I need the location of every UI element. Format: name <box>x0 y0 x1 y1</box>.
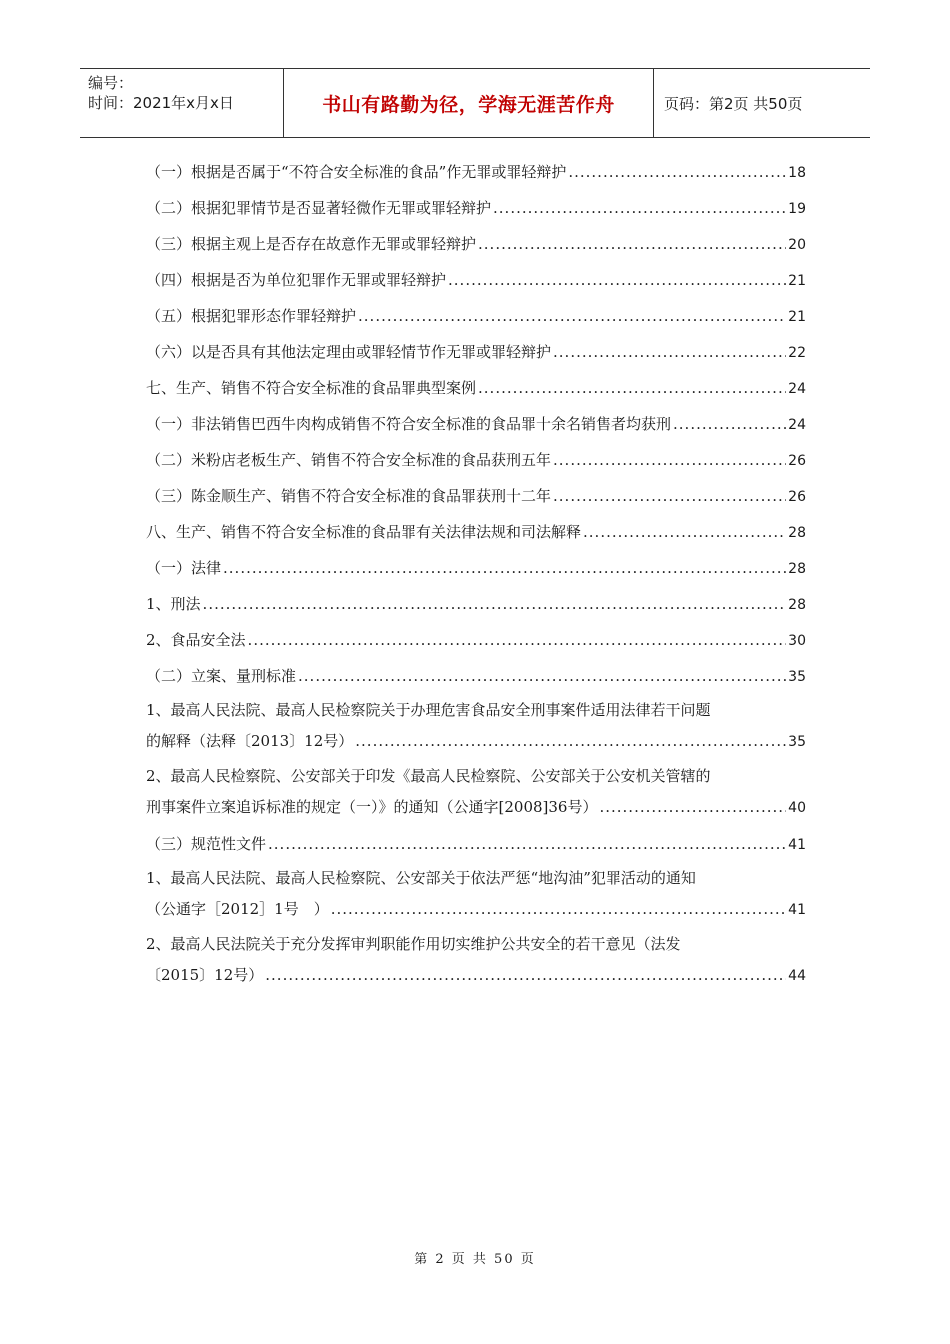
leader-dots <box>331 894 786 924</box>
toc-page-number: 44 <box>788 968 806 984</box>
toc-page-number: 40 <box>788 800 806 816</box>
toc-entry-text-line2: 〔2015〕12号） <box>146 966 264 984</box>
toc-page-number: 26 <box>788 489 806 505</box>
toc-entry[interactable] <box>146 406 806 442</box>
toc-entry-text-line1: 1、最高人民法院、最高人民检察院关于办理危害食品安全刑事案件适用法律若干问题 <box>146 701 711 719</box>
toc-entry-text: 八、生产、销售不符合安全标准的食品罪有关法律法规和司法解释 <box>146 523 582 541</box>
page-header <box>80 68 870 138</box>
toc-entry-text: 1、刑法 <box>146 595 201 613</box>
toc-entry[interactable] <box>146 190 806 226</box>
leader-dots <box>265 960 786 990</box>
toc-entry[interactable] <box>146 514 806 550</box>
toc-entry-line2 <box>146 960 806 990</box>
toc-page-number: 22 <box>788 345 806 361</box>
toc-entry-text: 2、食品安全法 <box>146 631 246 649</box>
leader-dots <box>493 190 786 226</box>
footer-page-number: 第 2 页 共 50 页 <box>414 1252 536 1267</box>
toc-entry-text: （一）非法销售巴西牛肉构成销售不符合安全标准的食品罪十余名销售者均获刑 <box>146 415 672 433</box>
toc-entry-text: （四）根据是否为单位犯罪作无罪或罪轻辩护 <box>146 271 447 289</box>
toc-entry-text-line2: （公通字［2012］1号 ） <box>146 900 329 918</box>
toc-entry-text: 七、生产、销售不符合安全标准的食品罪典型案例 <box>146 379 477 397</box>
toc-entry-text: （三）规范性文件 <box>146 835 267 853</box>
page-info-text: 页码：第2页 共50页 <box>664 94 803 113</box>
leader-dots <box>478 226 786 262</box>
header-page-info <box>654 69 870 137</box>
table-of-contents <box>146 154 806 994</box>
toc-entry-line2 <box>146 792 806 822</box>
toc-entry-multiline[interactable] <box>146 862 806 924</box>
leader-dots <box>583 514 786 550</box>
leader-dots <box>599 792 786 822</box>
toc-entry[interactable] <box>146 622 806 658</box>
toc-entry-line2 <box>146 894 806 924</box>
toc-entry[interactable] <box>146 298 806 334</box>
toc-entry[interactable] <box>146 442 806 478</box>
toc-entry-text: （五）根据犯罪形态作罪轻辩护 <box>146 307 357 325</box>
toc-entry-text-line2: 的解释（法释〔2013〕12号） <box>146 732 354 750</box>
leader-dots <box>553 478 786 514</box>
leader-dots <box>358 298 786 334</box>
document-number-label: 编号： <box>88 74 134 92</box>
toc-page-number: 28 <box>788 561 806 577</box>
toc-page-number: 30 <box>788 633 806 649</box>
toc-entry[interactable] <box>146 550 806 586</box>
toc-page-number: 19 <box>788 201 806 217</box>
toc-page-number: 28 <box>788 525 806 541</box>
toc-entry-text-line1: 2、最高人民检察院、公安部关于印发《最高人民检察院、公安部关于公安机关管辖的 <box>146 767 711 785</box>
toc-entry-text: （二）立案、量刑标准 <box>146 667 297 685</box>
leader-dots <box>248 622 787 658</box>
leader-dots <box>448 262 786 298</box>
page-footer <box>0 1248 950 1267</box>
toc-page-number: 18 <box>788 165 806 181</box>
leader-dots <box>478 370 786 406</box>
toc-entry-text-line1: 1、最高人民法院、最高人民检察院、公安部关于依法严惩“地沟油”犯罪活动的通知 <box>146 869 696 887</box>
toc-entry[interactable] <box>146 154 806 190</box>
toc-entry[interactable] <box>146 370 806 406</box>
toc-entry[interactable] <box>146 262 806 298</box>
toc-page-number: 24 <box>788 417 806 433</box>
leader-dots <box>553 334 786 370</box>
leader-dots <box>298 658 786 694</box>
toc-entry-text: （二）根据犯罪情节是否显著轻微作无罪或罪轻辩护 <box>146 199 492 217</box>
leader-dots <box>223 550 786 586</box>
toc-page-number: 24 <box>788 381 806 397</box>
toc-entry-multiline[interactable] <box>146 760 806 822</box>
toc-entry[interactable] <box>146 334 806 370</box>
toc-entry-text: （一）法律 <box>146 559 222 577</box>
leader-dots <box>568 154 786 190</box>
motto-text: 书山有路勤为径，学海无涯苦作舟 <box>322 93 615 116</box>
toc-entry[interactable] <box>146 478 806 514</box>
toc-entry[interactable] <box>146 226 806 262</box>
leader-dots <box>355 726 786 756</box>
toc-entry[interactable] <box>146 826 806 862</box>
toc-page-number: 35 <box>788 734 806 750</box>
toc-entry-text: （六）以是否具有其他法定理由或罪轻情节作无罪或罪轻辩护 <box>146 343 552 361</box>
toc-entry-multiline[interactable] <box>146 928 806 990</box>
toc-entry-text: （三）陈金顺生产、销售不符合安全标准的食品罪获刑十二年 <box>146 487 552 505</box>
leader-dots <box>268 826 786 862</box>
leader-dots <box>673 406 786 442</box>
toc-page-number: 28 <box>788 597 806 613</box>
toc-entry-text: （二）米粉店老板生产、销售不符合安全标准的食品获刑五年 <box>146 451 552 469</box>
toc-entry-text: （三）根据主观上是否存在故意作无罪或罪轻辩护 <box>146 235 477 253</box>
header-meta <box>80 69 283 137</box>
toc-entry[interactable] <box>146 586 806 622</box>
toc-page-number: 41 <box>788 902 806 918</box>
toc-entry-text: （一）根据是否属于“不符合安全标准的食品”作无罪或罪轻辩护 <box>146 163 567 181</box>
leader-dots <box>203 586 787 622</box>
toc-entry-text-line2: 刑事案件立案追诉标准的规定（一）》的通知（公通字[2008]36号） <box>146 798 598 816</box>
toc-page-number: 21 <box>788 273 806 289</box>
toc-entry[interactable] <box>146 658 806 694</box>
toc-page-number: 41 <box>788 837 806 853</box>
toc-page-number: 21 <box>788 309 806 325</box>
toc-entry-text-line1: 2、最高人民法院关于充分发挥审判职能作用切实维护公共安全的若干意见（法发 <box>146 935 681 953</box>
toc-page-number: 26 <box>788 453 806 469</box>
toc-page-number: 35 <box>788 669 806 685</box>
toc-page-number: 20 <box>788 237 806 253</box>
header-motto-cell <box>283 69 654 137</box>
toc-entry-multiline[interactable] <box>146 694 806 756</box>
toc-entry-line2 <box>146 726 806 756</box>
leader-dots <box>553 442 786 478</box>
document-time: 时间：2021年x月x日 <box>88 94 234 112</box>
